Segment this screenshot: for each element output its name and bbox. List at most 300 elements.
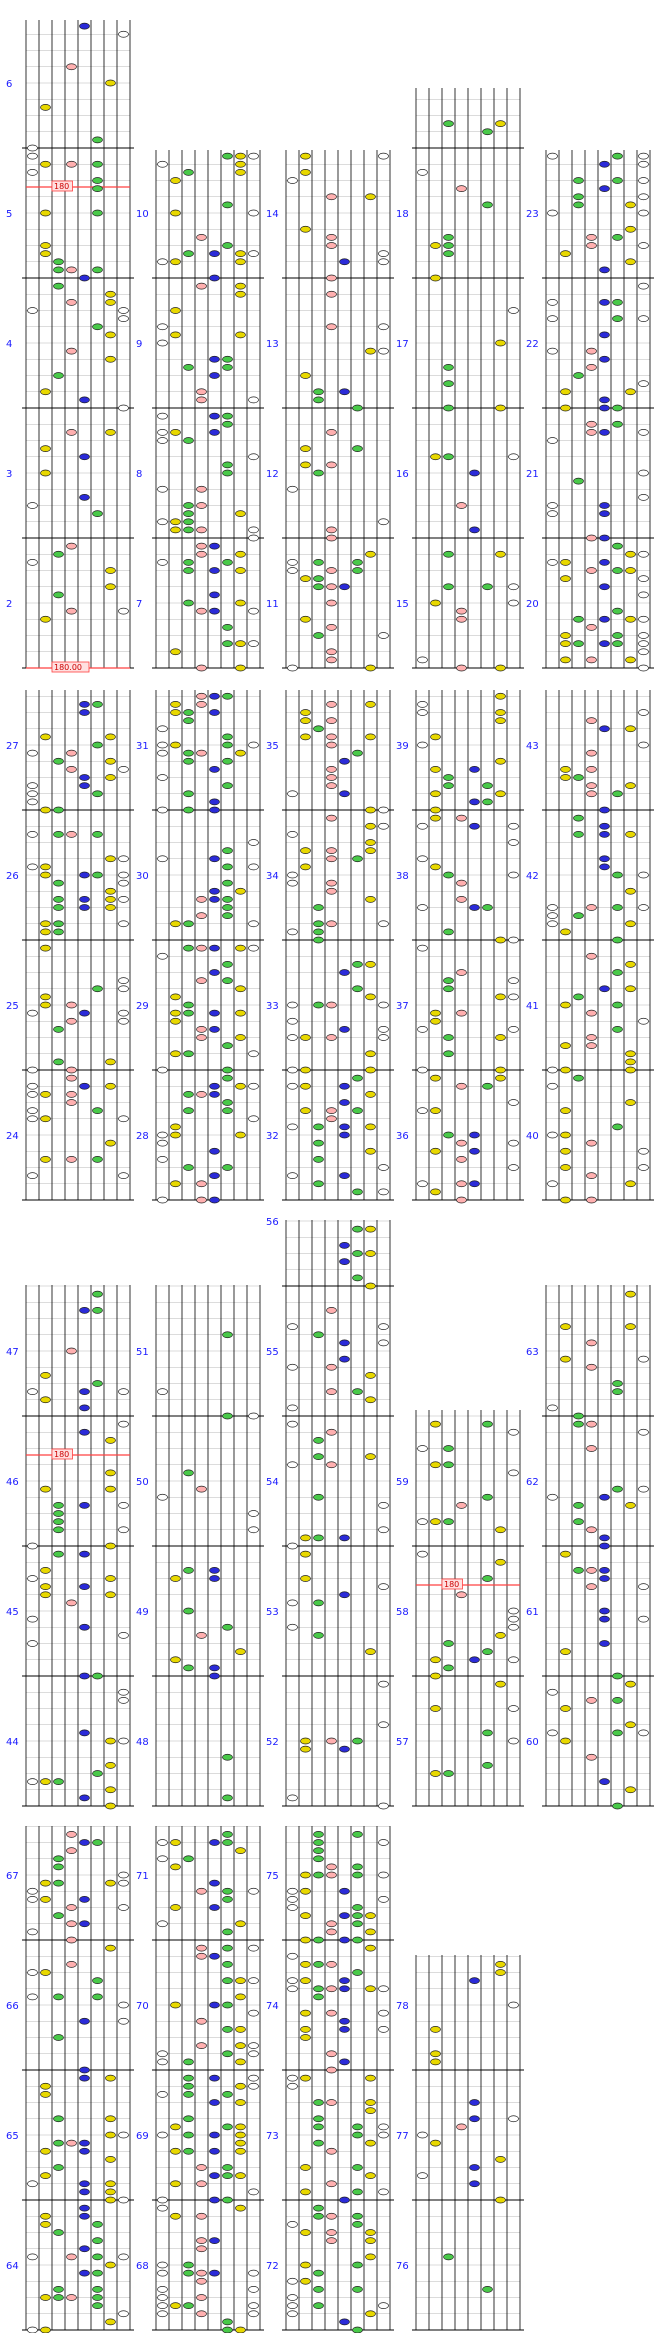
note-yellow bbox=[301, 1888, 311, 1894]
chart-column-4 bbox=[396, 88, 524, 671]
note-white bbox=[509, 1429, 519, 1435]
note-blue bbox=[210, 1673, 220, 1679]
note-red bbox=[587, 234, 597, 240]
note-white bbox=[639, 210, 649, 216]
note-yellow bbox=[171, 1864, 181, 1870]
note-white bbox=[119, 1697, 129, 1703]
note-green bbox=[184, 1108, 194, 1114]
note-yellow bbox=[236, 986, 246, 992]
note-white bbox=[119, 986, 129, 992]
note-blue bbox=[340, 2319, 350, 2325]
note-blue bbox=[340, 1888, 350, 1894]
note-yellow bbox=[496, 121, 506, 127]
note-yellow bbox=[561, 405, 571, 411]
note-red bbox=[457, 1502, 467, 1508]
note-white bbox=[509, 994, 519, 1000]
note-blue bbox=[210, 1197, 220, 1203]
note-yellow bbox=[496, 710, 506, 716]
note-white bbox=[548, 503, 558, 509]
note-green bbox=[314, 1124, 324, 1130]
note-yellow bbox=[106, 1083, 116, 1089]
note-blue bbox=[210, 807, 220, 813]
note-yellow bbox=[301, 1961, 311, 1967]
note-red bbox=[67, 608, 77, 614]
note-white bbox=[548, 913, 558, 919]
note-blue bbox=[470, 2165, 480, 2171]
note-green bbox=[223, 641, 233, 647]
note-red bbox=[327, 462, 337, 468]
note-yellow bbox=[431, 2051, 441, 2057]
note-yellow bbox=[171, 210, 181, 216]
note-yellow bbox=[41, 1584, 51, 1590]
measure-number: 27 bbox=[6, 741, 19, 752]
measure-number: 6 bbox=[6, 79, 13, 90]
note-red bbox=[197, 2043, 207, 2049]
note-yellow bbox=[301, 2075, 311, 2081]
note-red bbox=[327, 2230, 337, 2236]
note-green bbox=[54, 1779, 64, 1785]
note-yellow bbox=[431, 1018, 441, 1024]
note-white bbox=[119, 1738, 129, 1744]
note-white bbox=[28, 783, 38, 789]
note-yellow bbox=[236, 600, 246, 606]
note-green bbox=[184, 2303, 194, 2309]
note-white bbox=[28, 1641, 38, 1647]
measure-number: 44 bbox=[6, 1737, 19, 1748]
note-yellow bbox=[41, 446, 51, 452]
note-blue bbox=[470, 1181, 480, 1187]
measure-number: 55 bbox=[266, 1347, 279, 1358]
note-red bbox=[587, 1527, 597, 1533]
note-white bbox=[288, 872, 298, 878]
note-white bbox=[119, 766, 129, 772]
note-blue bbox=[340, 2018, 350, 2024]
measure-number: 68 bbox=[136, 2261, 149, 2272]
note-white bbox=[158, 1494, 168, 1500]
measure-number: 65 bbox=[6, 2131, 19, 2142]
note-blue bbox=[80, 1584, 90, 1590]
note-white bbox=[509, 1026, 519, 1032]
note-yellow bbox=[301, 373, 311, 379]
note-red bbox=[587, 1567, 597, 1573]
note-red bbox=[327, 1986, 337, 1992]
note-blue bbox=[600, 1641, 610, 1647]
note-white bbox=[28, 750, 38, 756]
note-yellow bbox=[41, 616, 51, 622]
note-green bbox=[613, 299, 623, 305]
note-white bbox=[548, 1083, 558, 1089]
note-white bbox=[28, 864, 38, 870]
note-green bbox=[483, 1494, 493, 1500]
note-blue bbox=[210, 543, 220, 549]
note-yellow bbox=[496, 2197, 506, 2203]
note-white bbox=[249, 2075, 259, 2081]
note-white bbox=[249, 2083, 259, 2089]
note-white bbox=[639, 641, 649, 647]
note-blue bbox=[210, 888, 220, 894]
note-green bbox=[483, 1083, 493, 1089]
note-yellow bbox=[496, 665, 506, 671]
note-green bbox=[184, 364, 194, 370]
note-white bbox=[509, 1706, 519, 1712]
note-yellow bbox=[41, 251, 51, 257]
note-green bbox=[353, 1108, 363, 1114]
note-red bbox=[67, 1091, 77, 1097]
note-white bbox=[119, 1527, 129, 1533]
note-white bbox=[249, 2010, 259, 2016]
note-yellow bbox=[106, 896, 116, 902]
note-green bbox=[613, 543, 623, 549]
note-green bbox=[223, 356, 233, 362]
note-blue bbox=[470, 799, 480, 805]
note-white bbox=[639, 1730, 649, 1736]
note-blue bbox=[80, 1840, 90, 1846]
note-white bbox=[158, 1067, 168, 1073]
note-yellow bbox=[366, 2108, 376, 2114]
note-green bbox=[613, 1389, 623, 1395]
note-blue bbox=[470, 905, 480, 911]
note-blue bbox=[210, 373, 220, 379]
note-red bbox=[327, 600, 337, 606]
chart-column-10 bbox=[526, 690, 654, 1203]
note-red bbox=[327, 1307, 337, 1313]
note-green bbox=[184, 807, 194, 813]
note-white bbox=[548, 153, 558, 159]
note-red bbox=[587, 1043, 597, 1049]
note-blue bbox=[600, 161, 610, 167]
note-yellow bbox=[496, 1527, 506, 1533]
note-green bbox=[184, 2132, 194, 2138]
note-green bbox=[314, 1437, 324, 1443]
note-yellow bbox=[366, 348, 376, 354]
note-white bbox=[158, 486, 168, 492]
note-white bbox=[158, 2051, 168, 2057]
note-red bbox=[457, 1010, 467, 1016]
note-green bbox=[314, 633, 324, 639]
note-yellow bbox=[496, 693, 506, 699]
note-green bbox=[184, 921, 194, 927]
note-yellow bbox=[301, 1937, 311, 1943]
note-yellow bbox=[236, 641, 246, 647]
note-white bbox=[509, 1165, 519, 1171]
note-blue bbox=[210, 2173, 220, 2179]
note-red bbox=[67, 543, 77, 549]
measure-number: 20 bbox=[526, 599, 539, 610]
note-blue bbox=[600, 405, 610, 411]
note-yellow bbox=[561, 1043, 571, 1049]
note-white bbox=[379, 2026, 389, 2032]
note-white bbox=[548, 210, 558, 216]
chart-column-6 bbox=[6, 690, 134, 1200]
note-green bbox=[353, 1905, 363, 1911]
note-blue bbox=[210, 429, 220, 435]
note-white bbox=[119, 2132, 129, 2138]
note-green bbox=[314, 921, 324, 927]
note-green bbox=[54, 259, 64, 265]
note-green bbox=[574, 815, 584, 821]
note-red bbox=[327, 1002, 337, 1008]
note-green bbox=[444, 1132, 454, 1138]
measure-number: 64 bbox=[6, 2261, 19, 2272]
note-green bbox=[314, 1494, 324, 1500]
note-white bbox=[509, 308, 519, 314]
measure-number: 35 bbox=[266, 741, 279, 752]
note-red bbox=[327, 1864, 337, 1870]
note-white bbox=[639, 592, 649, 598]
note-white bbox=[158, 2286, 168, 2292]
note-green bbox=[613, 1381, 623, 1387]
note-green bbox=[54, 2116, 64, 2122]
note-green bbox=[444, 1446, 454, 1452]
note-yellow bbox=[41, 2213, 51, 2219]
note-yellow bbox=[171, 429, 181, 435]
note-blue bbox=[340, 1535, 350, 1541]
note-white bbox=[158, 413, 168, 419]
note-yellow bbox=[366, 896, 376, 902]
note-white bbox=[249, 1888, 259, 1894]
note-white bbox=[288, 1173, 298, 1179]
note-yellow bbox=[626, 961, 636, 967]
note-yellow bbox=[171, 742, 181, 748]
note-white bbox=[249, 945, 259, 951]
note-yellow bbox=[236, 169, 246, 175]
note-green bbox=[444, 783, 454, 789]
note-green bbox=[613, 316, 623, 322]
note-green bbox=[223, 1929, 233, 1935]
note-yellow bbox=[301, 1738, 311, 1744]
note-yellow bbox=[106, 1576, 116, 1582]
note-white bbox=[119, 1010, 129, 1016]
measure-number: 12 bbox=[266, 469, 279, 480]
note-yellow bbox=[106, 1945, 116, 1951]
note-green bbox=[353, 1226, 363, 1232]
note-blue bbox=[210, 710, 220, 716]
note-white bbox=[509, 2116, 519, 2122]
note-yellow bbox=[106, 2319, 116, 2325]
note-blue bbox=[600, 429, 610, 435]
note-white bbox=[288, 568, 298, 574]
note-green bbox=[223, 421, 233, 427]
note-yellow bbox=[431, 1148, 441, 1154]
note-white bbox=[158, 1197, 168, 1203]
note-white bbox=[119, 978, 129, 984]
note-green bbox=[93, 1156, 103, 1162]
note-blue bbox=[80, 2018, 90, 2024]
note-white bbox=[639, 742, 649, 748]
note-red bbox=[327, 921, 337, 927]
note-green bbox=[574, 831, 584, 837]
note-white bbox=[288, 1600, 298, 1606]
note-green bbox=[184, 503, 194, 509]
note-red bbox=[327, 1364, 337, 1370]
note-yellow bbox=[431, 1519, 441, 1525]
note-green bbox=[184, 1051, 194, 1057]
note-yellow bbox=[431, 864, 441, 870]
note-yellow bbox=[106, 80, 116, 86]
note-red bbox=[327, 1035, 337, 1041]
note-blue bbox=[210, 766, 220, 772]
note-green bbox=[574, 616, 584, 622]
note-green bbox=[223, 2173, 233, 2179]
note-yellow bbox=[41, 1116, 51, 1122]
note-yellow bbox=[366, 848, 376, 854]
note-yellow bbox=[236, 1921, 246, 1927]
note-white bbox=[379, 2132, 389, 2138]
note-white bbox=[28, 1010, 38, 1016]
measure-number: 69 bbox=[136, 2131, 149, 2142]
note-yellow bbox=[236, 2043, 246, 2049]
note-green bbox=[223, 1332, 233, 1338]
note-yellow bbox=[301, 1978, 311, 1984]
note-red bbox=[327, 194, 337, 200]
note-blue bbox=[600, 332, 610, 338]
note-yellow bbox=[626, 259, 636, 265]
note-white bbox=[158, 1389, 168, 1395]
note-blue bbox=[210, 275, 220, 281]
note-yellow bbox=[106, 2132, 116, 2138]
note-white bbox=[639, 649, 649, 655]
note-yellow bbox=[171, 519, 181, 525]
note-yellow bbox=[431, 815, 441, 821]
note-yellow bbox=[366, 2254, 376, 2260]
measure-number: 67 bbox=[6, 1871, 19, 1882]
note-yellow bbox=[496, 1970, 506, 1976]
note-yellow bbox=[366, 1372, 376, 1378]
note-white bbox=[28, 1779, 38, 1785]
note-green bbox=[223, 2002, 233, 2008]
note-blue bbox=[600, 356, 610, 362]
note-green bbox=[223, 2026, 233, 2032]
note-yellow bbox=[301, 2262, 311, 2268]
note-yellow bbox=[366, 1283, 376, 1289]
note-yellow bbox=[626, 1787, 636, 1793]
note-white bbox=[28, 1896, 38, 1902]
note-red bbox=[197, 913, 207, 919]
note-yellow bbox=[106, 775, 116, 781]
note-white bbox=[119, 1421, 129, 1427]
note-green bbox=[613, 234, 623, 240]
note-white bbox=[249, 535, 259, 541]
note-yellow bbox=[496, 1067, 506, 1073]
note-white bbox=[639, 576, 649, 582]
note-yellow bbox=[106, 2156, 116, 2162]
note-white bbox=[639, 616, 649, 622]
note-green bbox=[613, 1026, 623, 1032]
chart-column-2 bbox=[136, 150, 264, 671]
note-green bbox=[54, 2035, 64, 2041]
note-red bbox=[457, 608, 467, 614]
note-blue bbox=[80, 1010, 90, 1016]
note-yellow bbox=[626, 888, 636, 894]
note-red bbox=[197, 1953, 207, 1959]
note-white bbox=[249, 153, 259, 159]
note-white bbox=[28, 153, 38, 159]
note-green bbox=[444, 1035, 454, 1041]
note-yellow bbox=[366, 1649, 376, 1655]
note-green bbox=[223, 1888, 233, 1894]
note-white bbox=[158, 1856, 168, 1862]
note-green bbox=[93, 324, 103, 330]
note-white bbox=[249, 1978, 259, 1984]
measure-number: 63 bbox=[526, 1347, 539, 1358]
note-green bbox=[483, 1576, 493, 1582]
note-green bbox=[483, 129, 493, 135]
note-red bbox=[327, 624, 337, 630]
note-red bbox=[587, 624, 597, 630]
note-blue bbox=[600, 864, 610, 870]
note-red bbox=[67, 1600, 77, 1606]
note-white bbox=[639, 316, 649, 322]
note-red bbox=[327, 2051, 337, 2057]
note-green bbox=[223, 1067, 233, 1073]
note-yellow bbox=[366, 807, 376, 813]
note-yellow bbox=[171, 2148, 181, 2154]
note-green bbox=[483, 1762, 493, 1768]
note-white bbox=[288, 2075, 298, 2081]
note-green bbox=[184, 2270, 194, 2276]
note-red bbox=[67, 1848, 77, 1854]
note-white bbox=[158, 438, 168, 444]
note-yellow bbox=[626, 1681, 636, 1687]
note-red bbox=[327, 2238, 337, 2244]
note-red bbox=[587, 766, 597, 772]
note-yellow bbox=[496, 551, 506, 557]
note-yellow bbox=[106, 1880, 116, 1886]
note-green bbox=[444, 243, 454, 249]
note-white bbox=[379, 1872, 389, 1878]
note-yellow bbox=[301, 1067, 311, 1073]
note-blue bbox=[80, 1624, 90, 1630]
note-yellow bbox=[236, 1848, 246, 1854]
bpm-value: 180 bbox=[444, 1580, 460, 1589]
note-green bbox=[314, 1454, 324, 1460]
note-white bbox=[158, 429, 168, 435]
note-blue bbox=[340, 1913, 350, 1919]
note-blue bbox=[210, 608, 220, 614]
note-green bbox=[93, 1978, 103, 1984]
note-red bbox=[327, 1929, 337, 1935]
note-green bbox=[223, 1896, 233, 1902]
note-green bbox=[353, 1864, 363, 1870]
note-blue bbox=[80, 872, 90, 878]
note-white bbox=[28, 1543, 38, 1549]
note-green bbox=[223, 2165, 233, 2171]
note-green bbox=[223, 202, 233, 208]
note-green bbox=[314, 1156, 324, 1162]
chart-column-16 bbox=[6, 1826, 134, 2333]
note-yellow bbox=[41, 929, 51, 935]
note-green bbox=[314, 1848, 324, 1854]
note-green bbox=[444, 775, 454, 781]
measure-number: 30 bbox=[136, 871, 149, 882]
note-yellow bbox=[41, 2148, 51, 2154]
note-yellow bbox=[236, 2083, 246, 2089]
note-red bbox=[327, 856, 337, 862]
note-red bbox=[67, 429, 77, 435]
note-green bbox=[54, 921, 64, 927]
note-white bbox=[639, 1165, 649, 1171]
note-green bbox=[613, 1486, 623, 1492]
note-white bbox=[119, 1502, 129, 1508]
note-yellow bbox=[366, 551, 376, 557]
note-white bbox=[158, 2311, 168, 2317]
note-yellow bbox=[106, 1738, 116, 1744]
note-green bbox=[54, 1519, 64, 1525]
measure-number: 59 bbox=[396, 1477, 409, 1488]
note-yellow bbox=[106, 291, 116, 297]
note-yellow bbox=[431, 2059, 441, 2065]
note-white bbox=[288, 1421, 298, 1427]
